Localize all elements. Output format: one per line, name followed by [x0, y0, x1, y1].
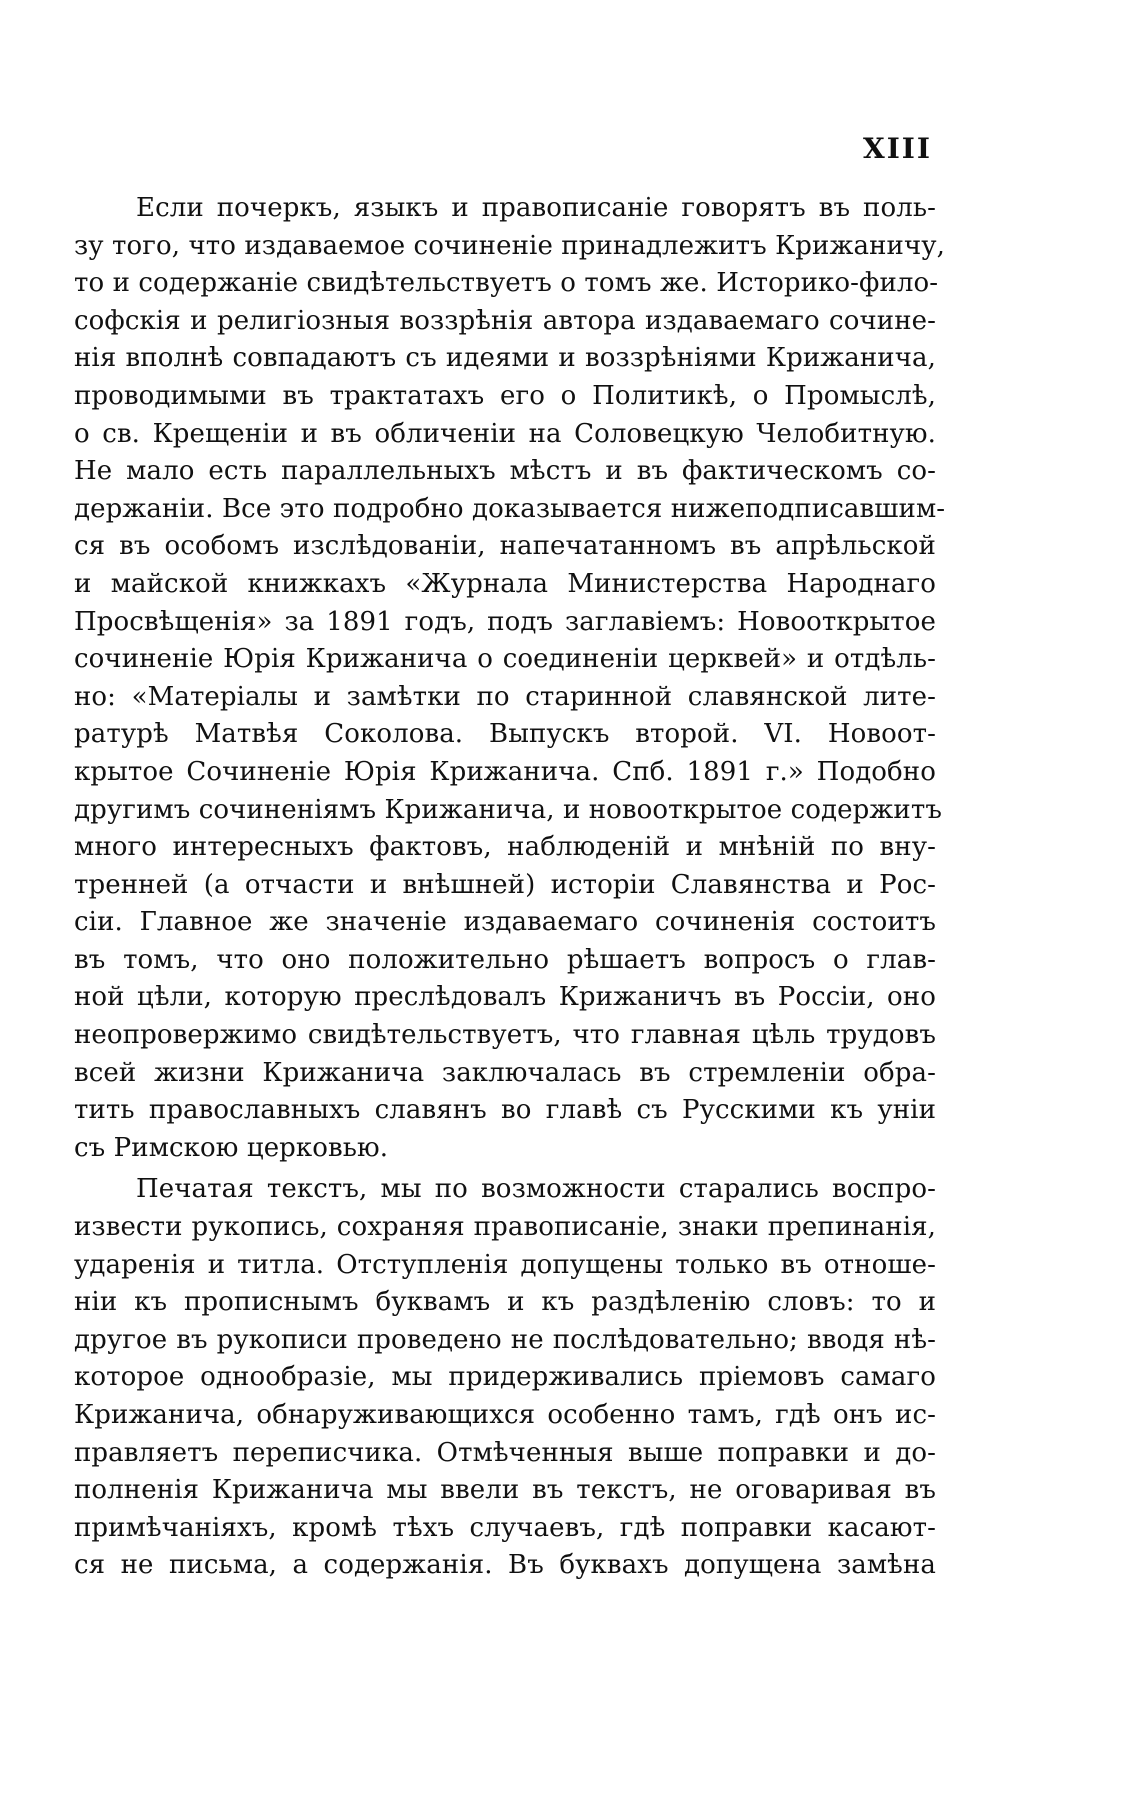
text-line: всей жизни Крижанича заключалась въ стремленіи обра-: [74, 1057, 936, 1088]
text-line: о св. Крещеніи и въ обличеніи на Соловецкую Челобитную.: [74, 418, 936, 449]
body-text: [74, 190, 946, 1585]
text-line: много интересныхъ фактовъ, наблюденій и мнѣній по вну-: [74, 832, 936, 863]
text-line: другимъ сочиненіямъ Крижанича, и новооткрытое содержитъ: [74, 794, 942, 825]
text-line: тить православныхъ славянъ во главѣ съ Русскими къ уніи: [74, 1095, 936, 1126]
text-line: сочиненіе Юрія Крижанича о соединеніи церквей» и отдѣль-: [74, 644, 936, 675]
text-line: ратурѣ Матвѣя Соколова. Выпускъ второй. VI. Новоот-: [74, 719, 936, 750]
text-line: держаніи. Все это подробно доказывается нижеподписавшим-: [74, 493, 946, 524]
text-line: ударенія и титла. Отступленія допущены только въ отноше-: [74, 1249, 936, 1280]
text-line: и майской книжкахъ «Журнала Министерства Народнаго: [74, 568, 936, 599]
text-line: Печатая текстъ, мы по возможности старались воспро-: [136, 1174, 936, 1205]
page-number: XIII: [862, 132, 932, 165]
text-line: съ Римскою церковью.: [74, 1132, 389, 1163]
text-line: Не мало есть параллельныхъ мѣстъ и въ фактическомъ со-: [74, 456, 936, 487]
text-line: ніи къ прописнымъ буквамъ и къ раздѣленію словъ: то и: [74, 1287, 936, 1318]
text-line: примѣчаніяхъ, кромѣ тѣхъ случаевъ, гдѣ поправки касают-: [74, 1512, 936, 1543]
text-line: тренней (а отчасти и внѣшней) исторіи Славянства и Рос-: [74, 869, 936, 900]
text-line: въ томъ, что оно положительно рѣшаетъ вопросъ о глав-: [74, 944, 936, 975]
text-line: Если почеркъ, языкъ и правописаніе говорятъ въ поль-: [136, 193, 936, 223]
text-line: крытое Сочиненіе Юрія Крижанича. Спб. 1891 г.» Подобно: [74, 756, 936, 787]
text-line: правляетъ переписчика. Отмѣченныя выше поправки и до-: [74, 1437, 936, 1468]
text-line: извести рукопись, сохраняя правописаніе, знаки препинанія,: [74, 1212, 936, 1243]
text-line: зу того, что издаваемое сочиненіе принадлежитъ Крижаничу,: [74, 230, 945, 261]
text-line: Крижанича, обнаруживающихся особенно тамъ, гдѣ онъ ис-: [74, 1400, 936, 1430]
paragraph-2: [74, 1171, 936, 1585]
text-line: которое однообразіе, мы придерживались пріемовъ самаго: [74, 1362, 936, 1393]
text-line: неопровержимо свидѣтельствуетъ, что главная цѣль трудовъ: [74, 1020, 936, 1051]
text-line: софскія и религіозныя воззрѣнія автора издаваемаго сочине-: [74, 305, 936, 336]
paragraph-1: [74, 190, 946, 1167]
text-line: сіи. Главное же значеніе издаваемаго сочиненія состоитъ: [74, 907, 936, 938]
text-line: другое въ рукописи проведено не послѣдовательно; вводя нѣ-: [74, 1324, 936, 1355]
text-line: ся въ особомъ изслѣдованіи, напечатанномъ въ апрѣльской: [74, 531, 936, 562]
text-line: то и содержаніе свидѣтельствуетъ о томъ же. Историко-фило-: [74, 268, 939, 299]
text-line: ной цѣли, которую преслѣдовалъ Крижаничъ въ Россіи, оно: [74, 982, 936, 1013]
text-line: полненія Крижанича мы ввели въ текстъ, не оговаривая въ: [74, 1475, 936, 1506]
text-line: нія вполнѣ совпадаютъ съ идеями и воззрѣніями Крижанича,: [74, 343, 936, 374]
text-line: но: «Матеріалы и замѣтки по старинной славянской лите-: [74, 681, 936, 712]
text-line: проводимыми въ трактатахъ его о Политикѣ, о Промыслѣ,: [74, 380, 936, 411]
text-line: Просвѣщенія» за 1891 годъ, подъ заглавіемъ: Новооткрытое: [74, 606, 936, 637]
text-line: ся не письма, а содержанія. Въ буквахъ допущена замѣна: [74, 1550, 936, 1581]
